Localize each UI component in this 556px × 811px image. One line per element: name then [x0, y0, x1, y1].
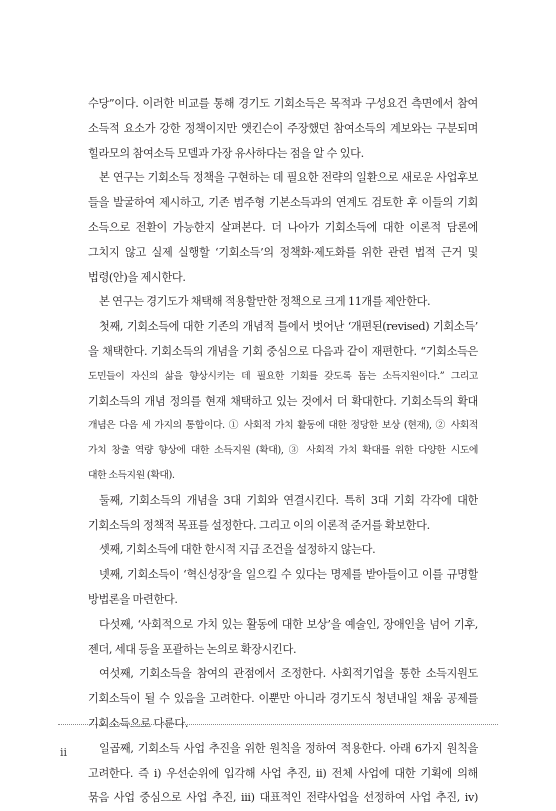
- footer-divider: [58, 724, 498, 725]
- text-line: 힐라모의 참여소득 모델과 가장 유사하다는 점을 알 수 있다.: [88, 146, 364, 160]
- text-line: 셋째, 기회소득에 대한 한시적 지급 조건을 설정하지 않는다.: [99, 543, 376, 557]
- text-line: 을 채택한다. 기회소득의 개념을 기회 중심으로 다음과 같이 재편한다. “기회소득은: [88, 344, 478, 358]
- text-line: 여섯째, 기회소득을 참여의 관점에서 조정한다. 사회적기업을 통한 소득지원도: [99, 667, 478, 681]
- text-line: 젠더, 세대 등을 포괄하는 논의로 확장시킨다.: [88, 642, 297, 656]
- text-line: 가치 창출 역량 향상에 대한 소득지원 (확대), ③ 사회적 가치 확대를 위한 다양한 시도에: [88, 445, 478, 457]
- text-line: 고려한다. 즉 i) 우선순위에 입각해 사업 추진, ii) 전체 사업에 대한 기획에 의해: [88, 766, 478, 780]
- text-line: 도민들이 자신의 삶을 향상시키는 데 필요한 기회를 갖도록 돕는 소득지원이다.” 그리고: [88, 370, 478, 382]
- text-line: 그치지 않고 실제 실행할 ‘기회소득’의 정책화·제도화를 위한 관련 법적 근거 및: [88, 245, 478, 259]
- text-line: 개념은 다음 세 가지의 통합이다. ① 사회적 가치 활동에 대한 정당한 보상 (현재), ② 사회적: [88, 420, 478, 432]
- text-line: 들을 발굴하여 제시하고, 기존 범주형 기본소득과의 연계도 검토한 후 이들의 기회: [88, 196, 478, 210]
- body-paragraphs: [88, 92, 478, 811]
- text-line: 대한 소득지원 (확대).: [88, 469, 175, 481]
- text-line: 기회소득으로 다룬다.: [88, 716, 189, 730]
- page-number: ii: [60, 746, 68, 759]
- text-line: 본 연구는 경기도가 채택해 적용할만한 정책으로 크게 11개를 제안한다.: [99, 295, 431, 309]
- text-line: 첫째, 기회소득에 대한 기존의 개념적 틀에서 벗어난 ‘개편된(revised) 기회소득’: [99, 320, 478, 334]
- text-line: 다섯째, ‘사회적으로 가치 있는 활동에 대한 보상’을 예술인, 장애인을 넘어 기후,: [99, 617, 478, 631]
- body-text: [88, 92, 478, 811]
- text-line: 소득적 요소가 강한 정책이지만 앳킨슨이 주장했던 참여소득의 계보와는 구분되며: [88, 121, 478, 135]
- text-line: 기회소득의 정책적 목표를 설정한다. 그리고 이의 이론적 준거를 확보한다.: [88, 518, 430, 532]
- text-line: 수당”이다. 이러한 비교를 통해 경기도 기회소득은 목적과 구성요건 측면에서 참여: [88, 97, 478, 110]
- text-line: 기회소득의 개념 정의를 현재 채택하고 있는 것에서 더 확대한다. 기회소득의 확대: [88, 394, 478, 408]
- text-line: 둘째, 기회소득의 개념을 3대 기회와 연결시킨다. 특히 3대 기회 각각에 대한: [99, 493, 478, 507]
- text-line: 법령(안)을 제시한다.: [88, 270, 186, 284]
- text-line: 본 연구는 기회소득 정책을 구현하는 데 필요한 전략의 일환으로 새로운 사업후보: [99, 171, 478, 185]
- text-line: 넷째, 기회소득이 ‘혁신성장’을 일으킬 수 있다는 명제를 받아들이고 이를 규명할: [99, 568, 478, 582]
- text-line: 방법론을 마련한다.: [88, 592, 178, 606]
- text-line: 일곱째, 기회소득 사업 추진을 위한 원칙을 정하여 적용한다. 아래 6가지 원칙을: [99, 741, 478, 755]
- text-line: 소득으로 전환이 가능한지 살펴본다. 더 나아가 기회소득에 대한 이론적 담론에: [88, 220, 478, 234]
- text-line: 묶음 사업 중심으로 사업 추진, iii) 대표적인 전략사업을 선정하여 사업 추진, iv): [88, 791, 478, 805]
- text-line: 기회소득이 될 수 있음을 고려한다. 이뿐만 아니라 경기도식 청년내일 채움 공제를: [88, 692, 478, 706]
